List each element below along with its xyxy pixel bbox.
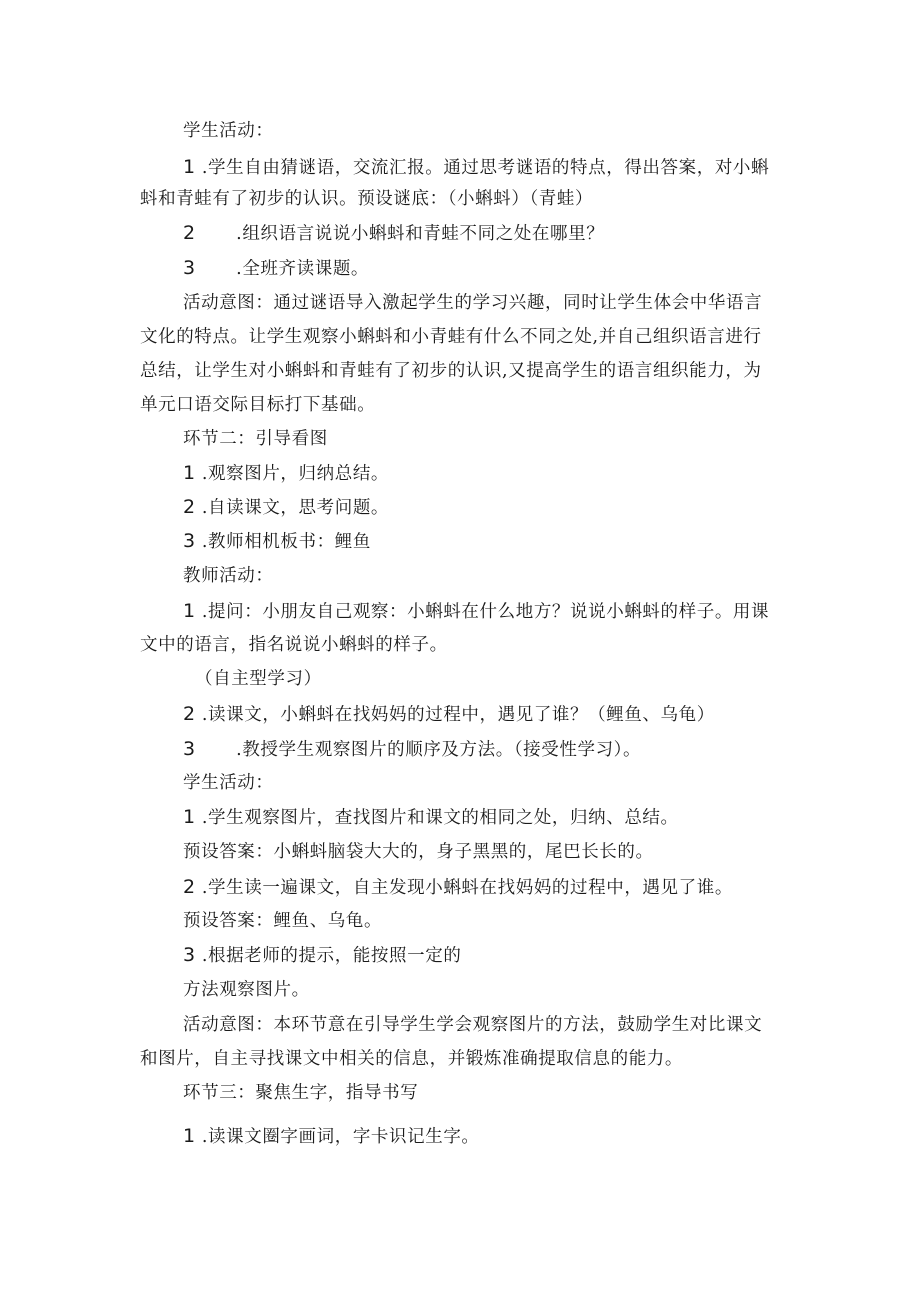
- list-text: .读课文圈字画词，字卡识记生字。: [201, 1127, 480, 1147]
- list-number: 3: [183, 530, 196, 552]
- intent-1-line-2: 文化的特点。让学生观察小蝌蚪和小青蛙有什么不同之处,并自己组织语言进行: [140, 327, 762, 347]
- intent-2-line-1: 活动意图：本环节意在引导学生学会观察图片的方法，鼓励学生对比课文: [183, 1015, 763, 1035]
- list-number: 1: [183, 806, 196, 828]
- list-number: 3: [183, 944, 196, 966]
- list-number: 1: [183, 600, 196, 622]
- intent-2-line-2: 和图片，自主寻找课文中相关的信息，并锻炼准确提取信息的能力。: [140, 1049, 683, 1069]
- section-3-item-1: [183, 1125, 480, 1148]
- teacher-activity-heading: 教师活动：: [183, 566, 274, 586]
- student-activity-2-item-3: [183, 944, 461, 967]
- teacher-activity-item-3: [183, 738, 641, 761]
- list-text: .学生读一遍课文，自主发现小蝌蚪在找妈妈的过程中，遇见了谁。: [201, 878, 733, 898]
- list-number: 3: [183, 257, 196, 279]
- student-activity-2-answer-2: 预设答案：鲤鱼、乌龟。: [183, 911, 383, 931]
- teacher-activity-item-2: [183, 703, 715, 726]
- list-number: 2: [183, 703, 196, 725]
- student-activity-item-1: [183, 156, 769, 179]
- list-number: 2: [183, 876, 196, 898]
- list-text: .全班齐读课题。: [236, 259, 370, 279]
- list-number: 1: [183, 156, 196, 178]
- section-2-item-2: [183, 496, 389, 519]
- intent-1-line-3: 总结，让学生对小蝌蚪和青蛙有了初步的认识,又提高学生的语言组织能力，为: [140, 361, 762, 381]
- teacher-activity-item-1-note: （自主型学习）: [195, 669, 322, 689]
- student-activity-2-heading: 学生活动：: [183, 773, 274, 793]
- section-2-item-3: [183, 530, 371, 553]
- student-activity-heading: 学生活动：: [183, 121, 274, 141]
- student-activity-item-2: [183, 222, 604, 245]
- list-text: .自读课文，思考问题。: [201, 498, 390, 518]
- student-activity-item-3: [183, 257, 369, 280]
- list-number: 1: [183, 1125, 196, 1147]
- list-text: .教师相机板书：鲤鱼: [201, 532, 371, 552]
- intent-1-line-4: 单元口语交际目标打下基础。: [140, 395, 376, 415]
- teacher-activity-item-1: [183, 600, 769, 623]
- list-text: .读课文，小蝌蚪在找妈妈的过程中，遇见了谁？（鲤鱼、乌龟）: [201, 705, 715, 725]
- student-activity-item-1-cont: 蚪和青蛙有了初步的认识。预设谜底：（小蝌蚪）（青蛙）: [140, 189, 594, 209]
- list-number: 3: [183, 738, 196, 760]
- list-text: .提问：小朋友自己观察：小蝌蚪在什么地方？说说小蝌蚪的样子。用课: [201, 602, 770, 622]
- list-text: .学生自由猜谜语，交流汇报。通过思考谜语的特点，得出答案，对小蝌: [201, 158, 770, 178]
- teacher-activity-item-1-cont: 文中的语言，指名说说小蝌蚪的样子。: [140, 635, 448, 655]
- list-text: .学生观察图片，查找图片和课文的相同之处，归纳、总结。: [201, 808, 679, 828]
- section-2-item-1: [183, 462, 389, 485]
- student-activity-2-item-2: [183, 876, 733, 899]
- list-text: .组织语言说说小蝌蚪和青蛙不同之处在哪里？: [236, 224, 605, 244]
- list-text: .根据老师的提示，能按照一定的: [201, 946, 462, 966]
- list-text: .教授学生观察图片的顺序及方法。（接受性学习）。: [236, 740, 642, 760]
- list-text: .观察图片，归纳总结。: [201, 464, 390, 484]
- section-3-heading: 环节三：聚焦生字，指导书写: [183, 1083, 419, 1103]
- list-number: 2: [183, 496, 196, 518]
- student-activity-2-item-1: [183, 806, 679, 829]
- student-activity-2-answer-1: 预设答案：小蝌蚪脑袋大大的，身子黑黑的，尾巴长长的。: [183, 842, 654, 862]
- list-number: 1: [183, 462, 196, 484]
- intent-1-line-1: 活动意图：通过谜语导入激起学生的学习兴趣，同时让学生体会中华语言: [183, 293, 763, 313]
- section-2-heading: 环节二：引导看图: [183, 429, 328, 449]
- student-activity-2-item-3-cont: 方法观察图片。: [183, 980, 310, 1000]
- list-number: 2: [183, 222, 196, 244]
